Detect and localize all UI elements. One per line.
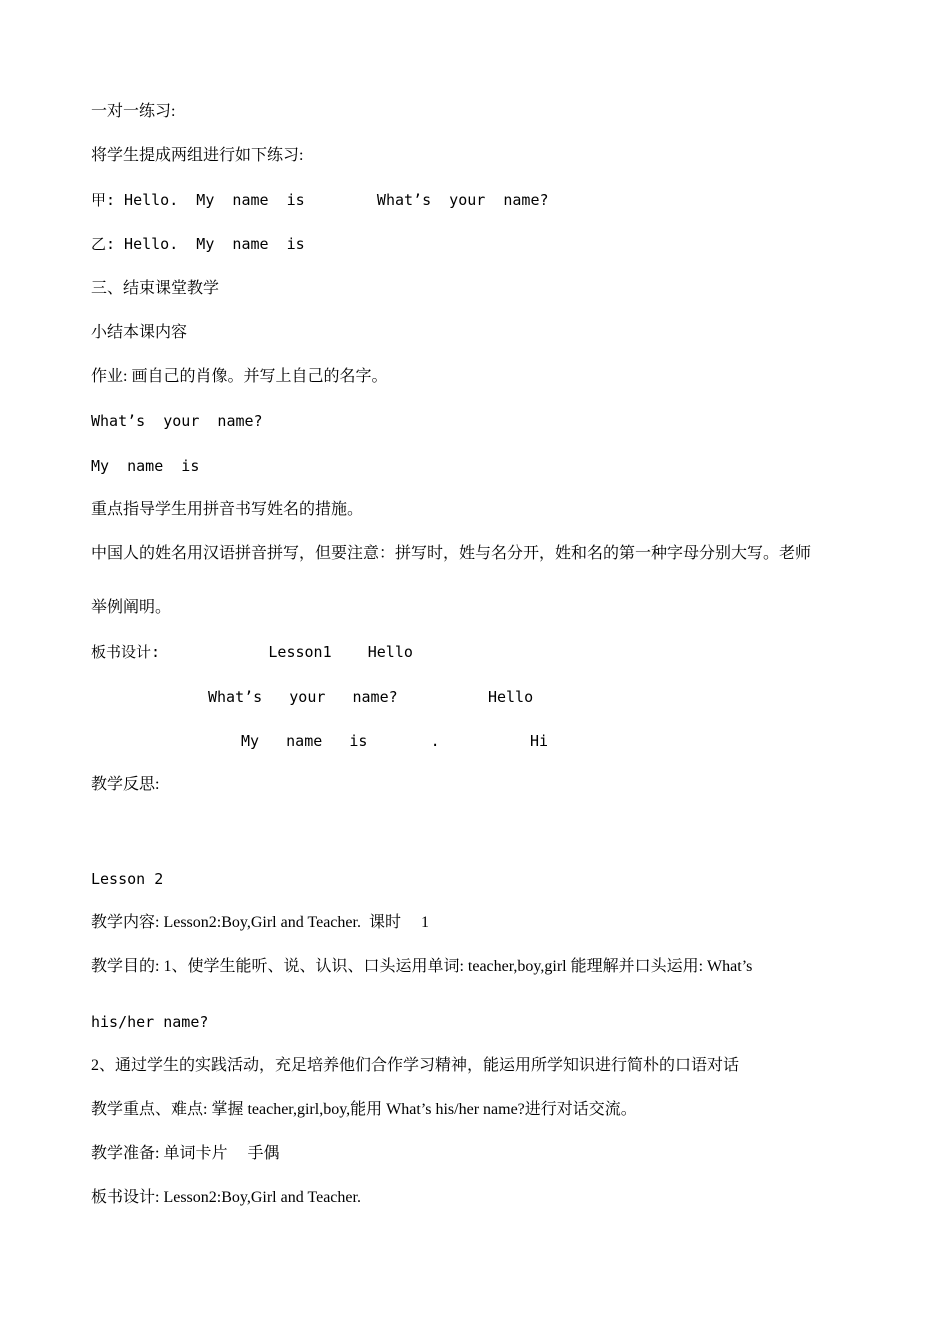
lesson2-objective-1-cont: his/her name? — [91, 1013, 209, 1031]
board-design-lesson1: 板书设计: Lesson1 Hello — [91, 643, 413, 661]
homework-question: What’s your name? — [91, 412, 263, 430]
exercise-instruction: 将学生提成两组进行如下练习: — [91, 147, 304, 164]
lesson2-preparation: 教学准备: 单词卡片 手偶 — [91, 1145, 280, 1162]
lesson2-heading: Lesson 2 — [91, 870, 164, 888]
dialogue-line-a: 甲: Hello. My name is What’s your name? — [91, 191, 549, 209]
lesson2-board-design: 板书设计: Lesson2:Boy,Girl and Teacher. — [91, 1189, 361, 1206]
section-heading-closing: 三、结束课堂教学 — [91, 280, 220, 297]
summary-line: 小结本课内容 — [91, 324, 188, 341]
board-design-row-3: My name is . Hi — [241, 732, 549, 750]
board-design-row-2: What’s your name? Hello — [208, 688, 534, 706]
pinyin-note-line-1: 中国人的姓名用汉语拼音拼写，但要注意：拼写时，姓与名分开，姓和名的第一种字母分别大写。老师 — [91, 545, 812, 562]
pinyin-note-line-2: 举例阐明。 — [91, 599, 172, 616]
homework-answer: My name is — [91, 457, 200, 475]
lesson2-objective-1: 教学目的: 1、使学生能听、说、认识、口头运用单词: teacher,boy,girl 能理解并口头运用: What’s — [91, 958, 753, 975]
reflection-heading: 教学反思: — [91, 776, 160, 793]
lesson2-objective-2: 2、通过学生的实践活动，充足培养他们合作学习精神，能运用所学知识进行简朴的口语对话 — [91, 1057, 740, 1074]
homework-line: 作业: 画自己的肖像。并写上自己的名字。 — [91, 368, 388, 385]
exercise-heading: 一对一练习: — [91, 103, 176, 120]
dialogue-line-b: 乙: Hello. My name is — [91, 235, 305, 253]
key-point-line: 重点指导学生用拼音书写姓名的措施。 — [91, 501, 364, 518]
lesson2-key-points: 教学重点、难点: 掌握 teacher,girl,boy,能用 What’s his/her name?进行对话交流。 — [91, 1101, 637, 1118]
lesson2-content: 教学内容: Lesson2:Boy,Girl and Teacher. 课时 1 — [91, 914, 429, 931]
